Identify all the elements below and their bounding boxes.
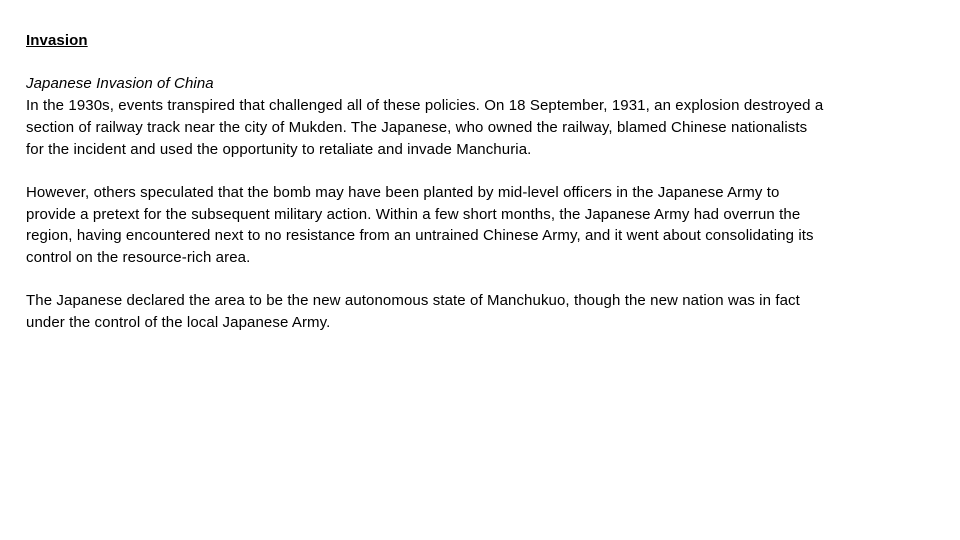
paragraph-3: The Japanese declared the area to be the new autonomous state of Manchukuo, though the new nation was in fact under the control of the local Japanese Army. [26,292,800,332]
paragraph-2: However, others speculated that the bomb may have been planted by mid-level officers in the Japanese Army to provide a pretext for the subsequent military action. Within a few short months, the Japanese Army had overrun the region, having encountered next to no resistance from an untrained Chinese Army, and it went about consolidating its control on the resource-rich area. [26,183,814,266]
spacer [26,160,826,182]
spacer [26,269,826,291]
paragraph-1: In the 1930s, events transpired that challenged all of these policies. On 18 September, 1931, an explosion destroyed a section of railway track near the city of Mukden. The Japanese, who owned the railway, blamed Chinese nationalists for the incident and used the opportunity to retaliate and invade Manchuria. [26,97,824,158]
section-subtitle: Japanese Invasion of China [26,75,214,93]
slide-content [26,30,826,334]
spacer [26,52,826,74]
slide-heading: Invasion [26,32,88,49]
